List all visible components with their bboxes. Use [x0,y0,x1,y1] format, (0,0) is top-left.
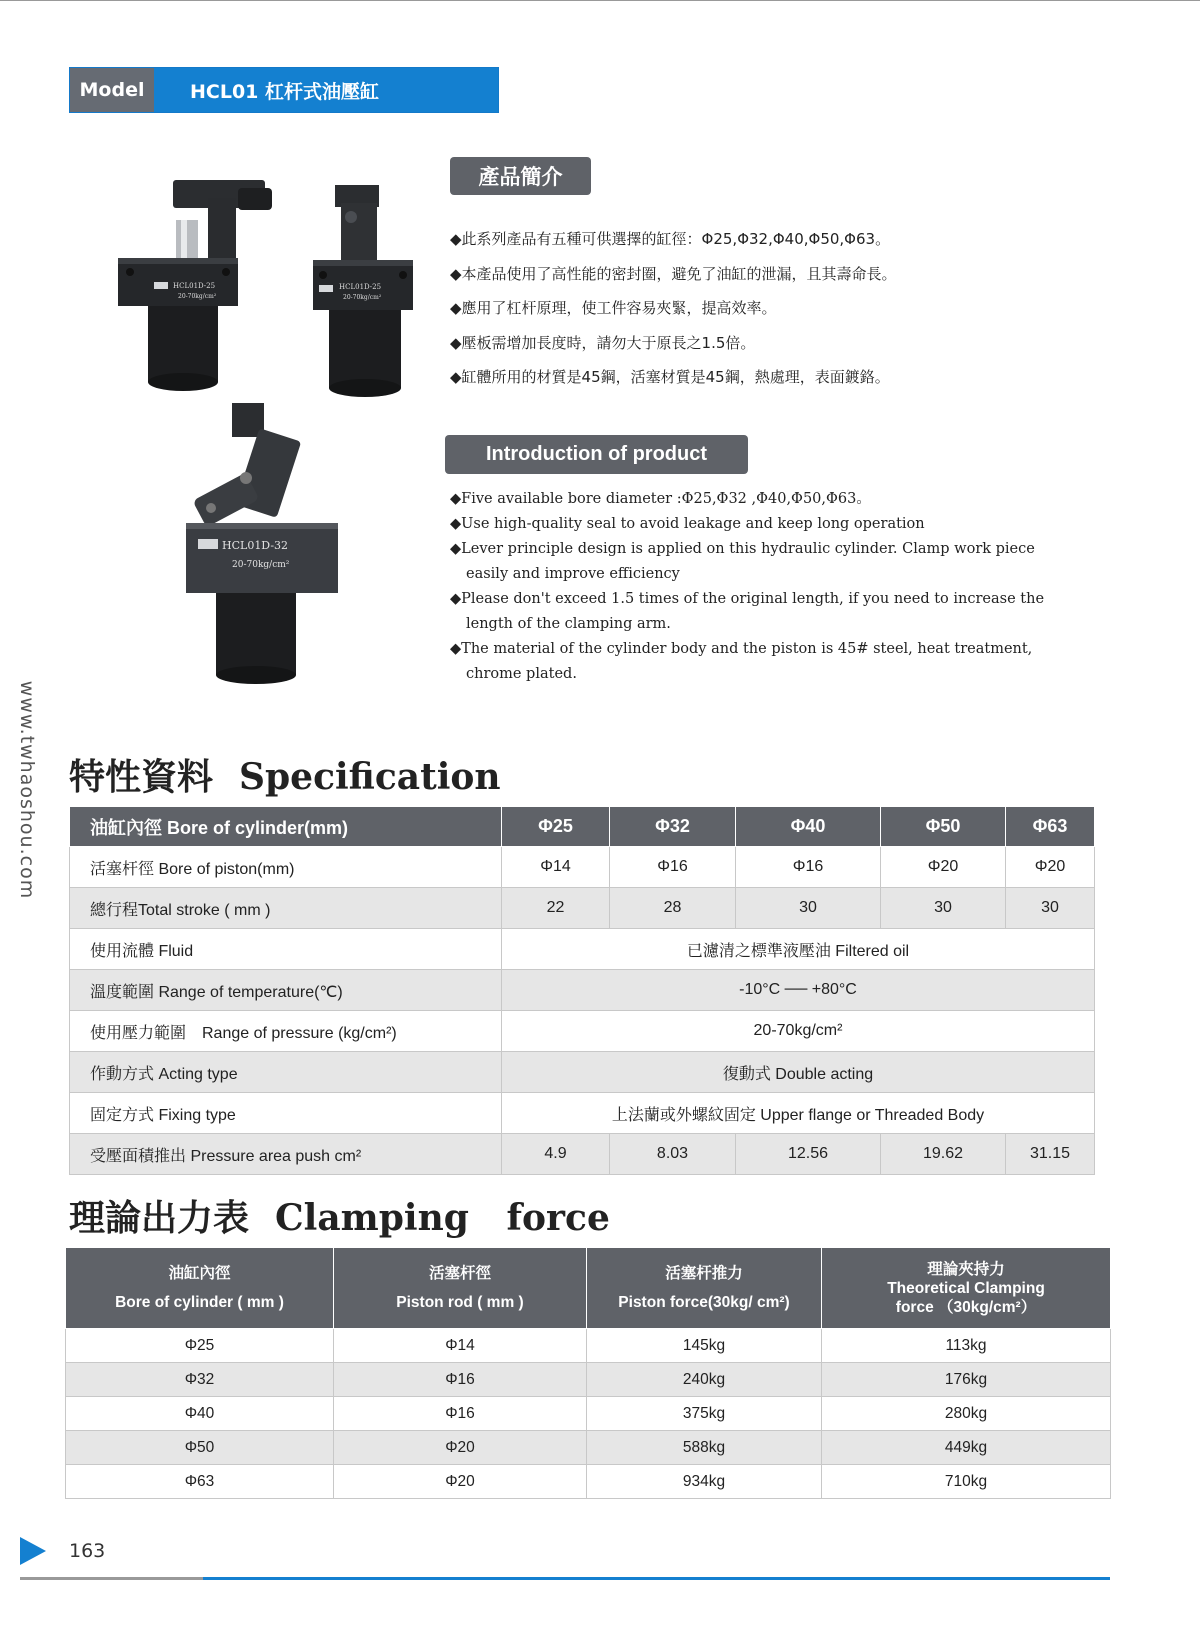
spec-row-temperature [70,970,1095,1011]
spec-row-label: 總行程Total stroke ( mm ) [70,888,502,929]
clamp-cell: 176kg [822,1363,1111,1397]
intro-cn-item: ◆應用了杠杆原理，使工件容易夾緊，提高效率。 [450,299,777,317]
spec-row-label: 溫度範圍 Range of temperature(℃) [70,970,502,1011]
side-url [12,680,42,900]
intro-cn-list [450,222,1010,395]
clamp-header-line: Bore of cylinder ( mm ) [115,1294,284,1311]
spec-title-en: Specification [239,756,501,798]
clamp-cell: 934kg [587,1465,822,1499]
spec-cell: 已濾清之標準液壓油 Filtered oil [502,929,1095,970]
side-url-text: www.twhaoshou.com [16,680,39,900]
spec-row-acting [70,1052,1095,1093]
intro-en-item: ◆Please don't exceed 1.5 times of the original length, if you need to increase the length of the clamping arm. [450,591,1045,632]
product-plate-sub-3: 20-70kg/cm² [232,560,290,570]
clamp-header-line: Theoretical Clamping [887,1279,1045,1297]
clamp-row [66,1431,1111,1465]
clamp-header-row [66,1248,1111,1329]
spec-cell: Φ20 [881,847,1006,888]
clamp-cell: Φ14 [334,1329,587,1363]
intro-en-item: ◆Lever principle design is applied on this hydraulic cylinder. Clamp work piece easily and improve efficiency [450,541,1035,582]
spec-cell: Φ16 [736,847,881,888]
clamp-cell: Φ50 [66,1431,334,1465]
spec-header-label: 油缸內徑 Bore of cylinder(mm) [70,807,502,847]
footer-rule-blue [203,1577,1110,1580]
product-plate-sub-1: 20-70kg/cm² [178,293,217,300]
intro-cn-title: 產品簡介 [450,157,591,195]
clamp-header-rod [334,1248,587,1329]
spec-cell: 28 [610,888,736,929]
model-label: Model [70,68,154,112]
clamp-header-line: Piston rod ( mm ) [396,1294,524,1311]
spec-cell: -10°C ── +80°C [502,970,1095,1011]
spec-header-cell: Φ25 [502,807,610,847]
clamp-cell: 240kg [587,1363,822,1397]
spec-cell: Φ14 [502,847,610,888]
intro-cn-item: ◆此系列產品有五種可供選擇的缸徑：Φ25,Φ32,Φ40,Φ50,Φ63。 [450,230,891,248]
product-photo-1 [118,180,288,395]
clamp-header-line: 油缸內徑 [168,1265,231,1282]
clamp-header-line: 活塞杆徑 [428,1265,491,1282]
spec-cell: 復動式 Double acting [502,1052,1095,1093]
clamp-cell: Φ16 [334,1363,587,1397]
spec-row-label: 受壓面積推出 Pressure area push cm² [70,1134,502,1175]
top-border [0,0,1200,1]
clamp-cell: 280kg [822,1397,1111,1431]
product-plate-text-1: HCL01D-25 [173,282,216,290]
spec-section-title [69,749,501,800]
spec-cell: 31.15 [1006,1134,1095,1175]
intro-en-item: ◆Use high-quality seal to avoid leakage and keep long operation [450,516,925,532]
spec-row-label: 活塞杆徑 Bore of piston(mm) [70,847,502,888]
spec-row-piston [70,847,1095,888]
spec-title-cn: 特性資料 [69,756,214,798]
spec-row-area [70,1134,1095,1175]
clamp-section-title [69,1190,610,1241]
clamp-table [65,1247,1111,1499]
spec-row-label: 作動方式 Acting type [70,1052,502,1093]
spec-row-label: 使用流體 Fluid [70,929,502,970]
spec-cell: 22 [502,888,610,929]
intro-cn-item: ◆本產品使用了高性能的密封圈，避免了油缸的泄漏，且其壽命長。 [450,264,897,283]
clamp-cell: 588kg [587,1431,822,1465]
clamp-cell: Φ32 [66,1363,334,1397]
product-plate-text-3: HCL01D-32 [222,539,289,552]
clamp-cell: 449kg [822,1431,1111,1465]
spec-row-fluid [70,929,1095,970]
clamp-cell: Φ16 [334,1397,587,1431]
clamp-cell: 375kg [587,1397,822,1431]
clamp-cell: Φ63 [66,1465,334,1499]
model-banner [69,67,499,113]
spec-cell: 30 [881,888,1006,929]
spec-header-cell: Φ40 [736,807,881,847]
page-arrow-icon [20,1537,46,1565]
clamp-cell: Φ20 [334,1431,587,1465]
clamp-header-force [587,1248,822,1329]
clamp-row [66,1329,1111,1363]
spec-row-label: 固定方式 Fixing type [70,1093,502,1134]
clamp-cell: Φ25 [66,1329,334,1363]
product-plate-sub-2: 20-70kg/cm² [343,294,382,301]
spec-cell: 19.62 [881,1134,1006,1175]
spec-cell: 30 [1006,888,1095,929]
intro-en-title: Introduction of product [445,435,748,474]
spec-header-cell: Φ63 [1006,807,1095,847]
spec-cell: 上法蘭或外螺紋固定 Upper flange or Threaded Body [502,1093,1095,1134]
spec-header-cell: Φ50 [881,807,1006,847]
clamp-header-line: force （30kg/cm²） [895,1298,1037,1316]
clamp-title-en: Clamping force [275,1197,610,1239]
clamp-cell: Φ20 [334,1465,587,1499]
spec-row-pressure [70,1011,1095,1052]
clamp-title-cn: 理論出力表 [69,1197,250,1239]
clamp-cell: 145kg [587,1329,822,1363]
clamp-row [66,1363,1111,1397]
intro-cn-item: ◆缸體所用的材質是45鋼，活塞材質是45鋼，熱處理，表面鍍鉻。 [450,368,890,386]
spec-header-cell: Φ32 [610,807,736,847]
spec-table [69,806,1095,1175]
clamp-cell: Φ40 [66,1397,334,1431]
clamp-header-line: 理論夾持力 [927,1260,1005,1278]
clamp-cell: 113kg [822,1329,1111,1363]
spec-cell: 4.9 [502,1134,610,1175]
product-photo-3 [186,403,346,688]
footer-rule-grey [20,1577,203,1580]
clamp-header-bore [66,1248,334,1329]
clamp-header-clamping [822,1248,1111,1329]
clamp-row [66,1465,1111,1499]
spec-row-fixing [70,1093,1095,1134]
spec-row-stroke [70,888,1095,929]
spec-row-label: 使用壓力範圍 Range of pressure (kg/cm²) [70,1011,502,1052]
page-number: 163 [69,1540,106,1562]
product-photo-2 [313,185,423,400]
intro-en-list [450,487,1070,687]
spec-cell: 30 [736,888,881,929]
spec-cell: 12.56 [736,1134,881,1175]
intro-en-item: ◆The material of the cylinder body and the piston is 45# steel, heat treatment, chrome plated. [450,641,1033,682]
clamp-row [66,1397,1111,1431]
model-title: HCL01 杠杆式油壓缸 [154,68,498,112]
product-plate-text-2: HCL01D-25 [339,283,382,291]
intro-en-item: ◆Five available bore diameter :Φ25,Φ32 ,Φ40,Φ50,Φ63。 [450,491,871,507]
clamp-header-line: Piston force(30kg/ cm²) [618,1294,790,1311]
spec-cell: 8.03 [610,1134,736,1175]
spec-cell: Φ20 [1006,847,1095,888]
clamp-header-line: 活塞杆推力 [665,1265,743,1282]
spec-cell: 20-70kg/cm² [502,1011,1095,1052]
clamp-cell: 710kg [822,1465,1111,1499]
intro-cn-item: ◆壓板需增加長度時，請勿大于原長之1.5倍。 [450,333,756,352]
spec-cell: Φ16 [610,847,736,888]
spec-header-row [70,807,1095,847]
